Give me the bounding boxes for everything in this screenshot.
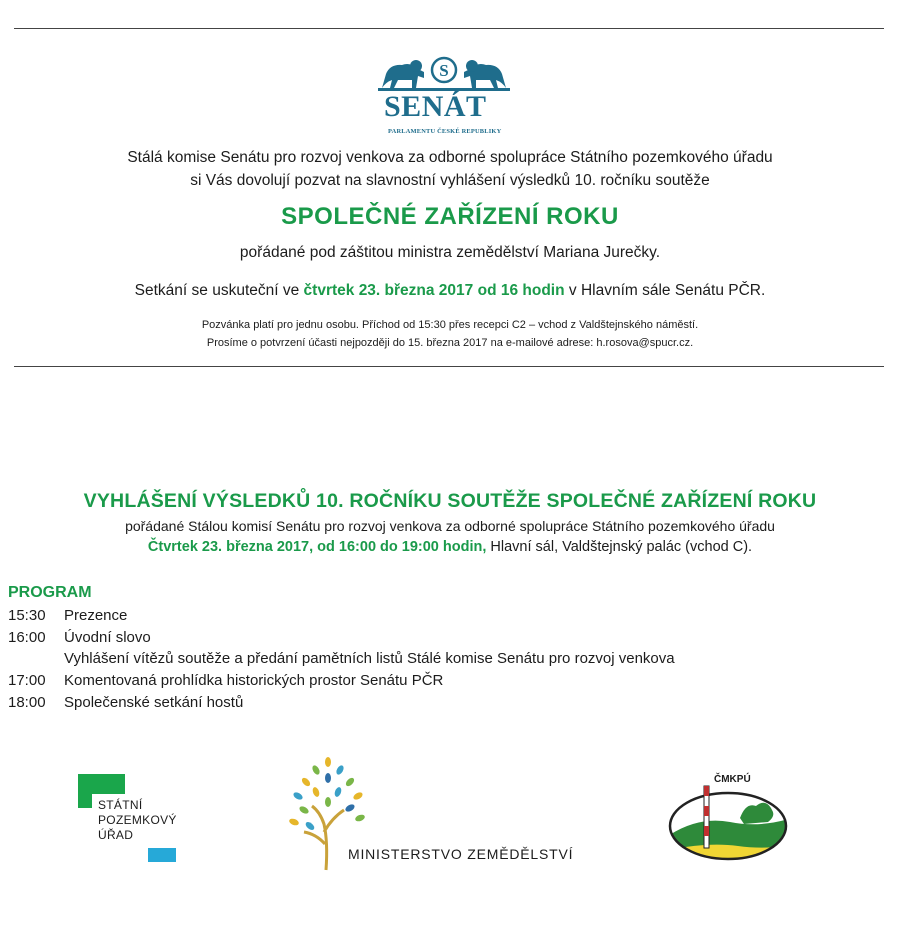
senat-logo: [376, 52, 512, 136]
spu-line-3: ÚŘAD: [98, 828, 134, 842]
program-time: 17:00: [8, 672, 46, 689]
invitation-line-2: si Vás dovolují pozvat na slavnostní vyhlášení výsledků 10. ročníku soutěže: [190, 172, 710, 189]
program-item: [8, 694, 243, 711]
senat-subtitle: PARLAMENTU ČESKÉ REPUBLIKY: [388, 128, 502, 135]
cmkpu-logo: [668, 772, 792, 862]
program-text: Komentovaná prohlídka historických prostor Senátu PČR: [64, 672, 444, 689]
announcement-date: Čtvrtek 23. března 2017, od 16:00 do 19:00 hodin,: [147, 539, 487, 555]
top-divider: [14, 28, 884, 29]
meeting-prefix: Setkání se uskuteční ve: [134, 282, 304, 299]
program-time: 15:30: [8, 607, 46, 624]
announcement-title: VYHLÁŠENÍ VÝSLEDKŮ 10. ROČNÍKU SOUTĚŽE SPOLEČNÉ ZAŘÍZENÍ ROKU: [83, 490, 817, 512]
cmkpu-name: ČMKPÚ: [714, 774, 751, 785]
spu-line-2: POZEMKOVÝ: [98, 813, 177, 827]
program-text: Prezence: [64, 607, 128, 624]
program-item: [8, 607, 127, 624]
mze-name: MINISTERSTVO ZEMĚDĚLSTVÍ: [348, 846, 574, 862]
entry-note: Pozvánka platí pro jednu osobu. Příchod od 15:30 přes recepci C2 – vchod z Valdštejnského náměstí.: [201, 319, 699, 331]
patronage-line: pořádané pod záštitou ministra zemědělství Mariana Jurečky.: [239, 244, 661, 261]
meeting-line: [0, 282, 900, 300]
spu-line-1: STÁTNÍ: [98, 798, 143, 812]
announcement-venue: Hlavní sál, Valdštejnský palác (vchod C).: [486, 539, 753, 555]
program-text: Vyhlášení vítězů soutěže a předání pamětních listů Stálé komise Senátu pro rozvoj venkova: [64, 650, 675, 667]
meeting-suffix: v Hlavním sále Senátu PČR.: [564, 282, 766, 299]
spu-text: [98, 798, 177, 843]
program-heading: PROGRAM: [8, 584, 92, 601]
program-item: [8, 672, 443, 689]
meeting-date: čtvrtek 23. března 2017 od 16 hodin: [303, 282, 565, 299]
senat-wordmark: SENÁT: [384, 90, 487, 123]
program-text: Úvodní slovo: [64, 629, 151, 646]
invitation-line-1: Stálá komise Senátu pro rozvoj venkova za odborné spolupráce Státního pozemkového úřadu: [127, 149, 773, 166]
landscape-emblem-icon: [668, 772, 792, 862]
mze-logo: [286, 752, 586, 876]
spu-blue-block: [148, 848, 176, 862]
spu-logo: [78, 774, 188, 866]
program-item: [8, 650, 675, 667]
program-item: [8, 629, 151, 646]
announcement-datetime: [0, 539, 900, 555]
svg-text:S: S: [439, 61, 449, 80]
announcement-organizer: pořádané Stálou komisí Senátu pro rozvoj venkova za odborné spolupráce Státního pozemkového úřadu: [125, 518, 775, 534]
program-time: 18:00: [8, 694, 46, 711]
lions-emblem-icon: [376, 52, 512, 92]
competition-title: SPOLEČNÉ ZAŘÍZENÍ ROKU: [281, 203, 619, 230]
program-time: 16:00: [8, 629, 46, 646]
rsvp-note: Prosíme o potvrzení účasti nejpozději do 15. března 2017 na e-mailové adrese: h.rosova@spucr.cz.: [206, 337, 694, 349]
bottom-divider: [14, 366, 884, 367]
program-text: Společenské setkání hostů: [64, 694, 244, 711]
